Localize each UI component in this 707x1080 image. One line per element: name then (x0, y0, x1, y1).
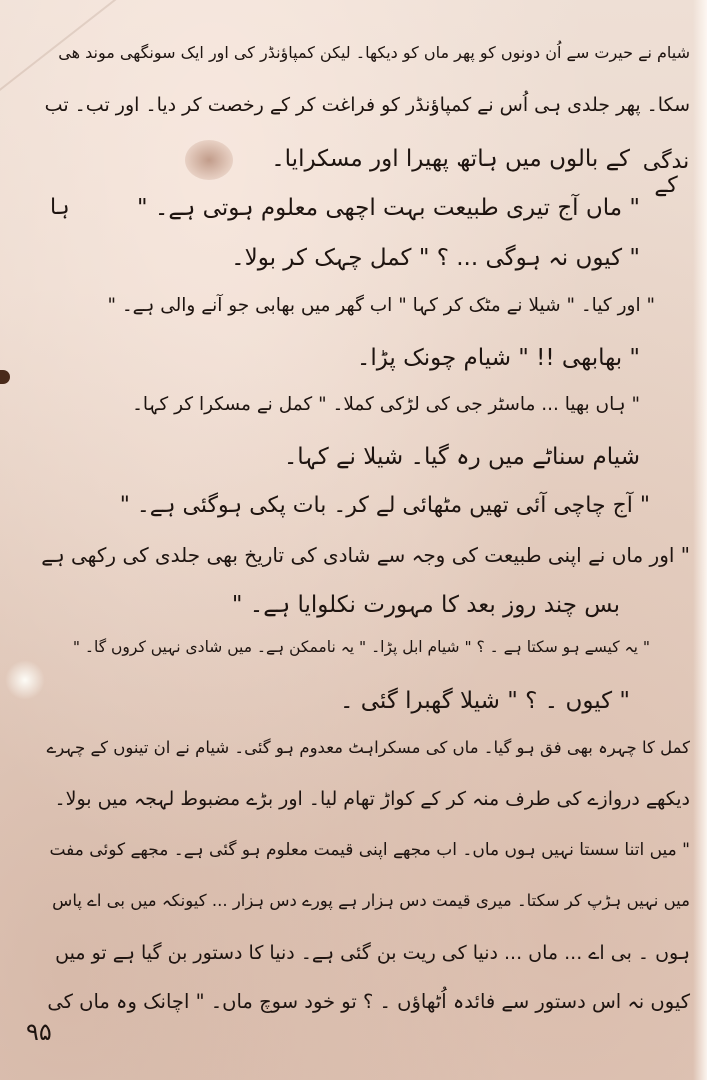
text-line-16: دیکھے دروازے کی طرف منہ کر کے کواڑ تھام لیا۔ اور بڑے مضبوط لہجہ میں بولا۔ (54, 788, 690, 810)
text-line-7: " بھابھی !! " شیام چونک پڑا۔ (356, 345, 640, 371)
text-line-14: " کیوں ۔ ؟ " شیلا گھبرا گئی ۔ (339, 688, 630, 714)
text-line-15: کمل کا چہرہ بھی فق ہو گیا۔ ماں کی مسکراہٹ معدوم ہو گئی۔ شیام نے ان تینوں کے چہرے (46, 738, 690, 757)
text-line-11: " اور ماں نے اپنی طبیعت کی وجہ سے شادی کی تاریخ بھی جلدی کی رکھی ہے (41, 543, 690, 567)
page-number: ۹۵ (26, 1018, 52, 1046)
text-line-12: بس چند روز بعد کا مہورت نکلوایا ہے۔ " (231, 592, 620, 618)
page-edge (693, 0, 707, 1080)
text-line-5: " کیوں نہ ہوگی ... ؟ " کمل چہک کر بولا۔ (231, 245, 640, 271)
text-line-1: شیام نے حیرت سے اُن دونوں کو پھر ماں کو دیکھا۔ لیکن کمپاؤنڈر کی اور ایک سونگھی موند ھی (58, 43, 690, 62)
text-line-3: کے بالوں میں ہاتھ پھیرا اور مسکرایا۔ (271, 146, 630, 172)
text-line-19: ہوں ۔ بی اے ... ماں ... دنیا کی ریت بن گئی ہے۔ دنیا کا دستور بن گیا ہے تو میں (55, 942, 690, 964)
light-glare (5, 660, 45, 700)
text-line-20: کیوں نہ اس دستور سے فائدہ اُٹھاؤں ۔ ؟ تو خود سوچ ماں۔ " اچانک وہ ماں کی (47, 990, 690, 1013)
text-line-8: " ہاں بھیا ... ماسٹر جی کی لڑکی کملا۔ " کمل نے مسکرا کر کہا۔ (132, 394, 640, 415)
text-line-13: " یہ کیسے ہو سکتا ہے ۔ ؟ " شیام ابل پڑا۔ " یہ ناممکن ہے۔ میں شادی نہیں کروں گا۔ " (72, 638, 650, 656)
text-line-10: " آج چاچی آئی تھیں مٹھائی لے کر۔ بات پکی ہوگئی ہے۔ " (119, 493, 650, 518)
margin-note-left: ہا (50, 195, 70, 220)
text-line-2: سکا۔ پھر جلدی ہی اُس نے کمپاؤنڈر کو فراغت کر کے رخصت کر دیا۔ اور تب۔ تب (44, 94, 690, 116)
text-line-9: شیام سناٹے میں رہ گیا۔ شیلا نے کہا۔ (283, 444, 640, 470)
text-line-18: میں نہیں ہڑپ کر سکتا۔ میری قیمت دس ہزار ہے پورے دس ہزار ... کیونکہ میں بی اے پاس (52, 891, 690, 910)
margin-note-top-right: ندگی کے (642, 149, 690, 199)
text-line-4: " ماں آج تیری طبیعت بہت اچھی معلوم ہوتی ہے۔ " (137, 195, 640, 221)
text-line-6: " اور کیا۔ " شیلا نے مٹک کر کہا " اب گھر میں بھابی جو آنے والی ہے۔ " (107, 295, 655, 316)
binding-hole (0, 370, 10, 384)
text-line-17: " میں اتنا سستا نہیں ہوں ماں۔ اب مجھے اپنی قیمت معلوم ہو گئی ہے۔ مجھے کوئی مفت (49, 840, 690, 860)
